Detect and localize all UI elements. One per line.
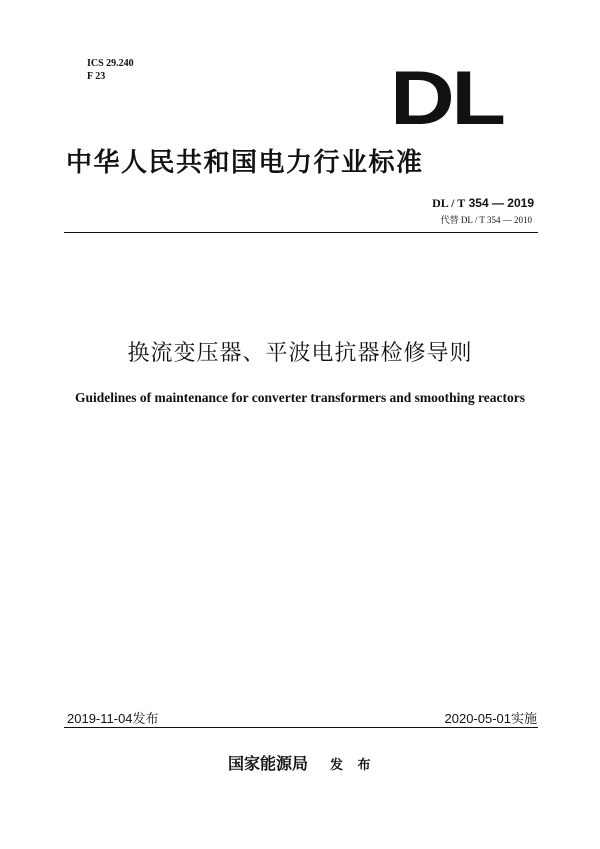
issuer-action: 发 布 [330,758,376,773]
ccs-code: F 23 [87,71,106,82]
bottom-divider [64,727,538,728]
issuer-line [228,751,376,774]
replaces-note: 代替 DL / T 354 — 2010 [440,215,532,225]
standard-prefix: DL / T [432,196,466,210]
issue-date: 2019-11-04发布 [67,711,159,726]
industry-standard-title: 中华人民共和国电力行业标准 [66,148,424,178]
classification-block [87,57,134,83]
standard-code [432,196,534,211]
effective-date: 2020-05-01实施 [444,711,537,726]
issuer-name: 国家能源局 [228,754,309,773]
dl-logo: DL [390,56,503,141]
top-divider [64,232,538,233]
document-title-english: Guidelines of maintenance for converter transformers and smoothing reactors [75,390,525,405]
ics-code: ICS 29.240 [87,58,134,69]
document-title-chinese: 换流变压器、平波电抗器检修导则 [127,341,473,366]
standard-number: 354 — 2019 [468,196,534,210]
